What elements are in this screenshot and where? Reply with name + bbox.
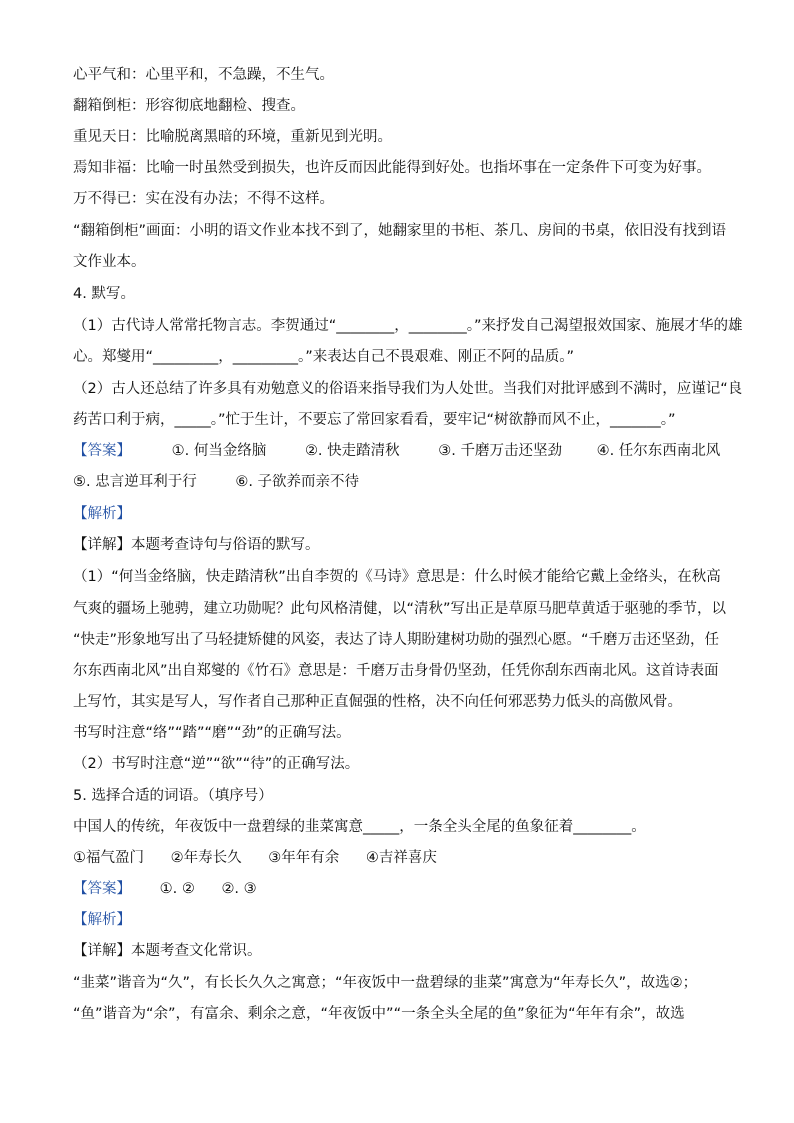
definition-line: 重见天日：比喻脱离黑暗的环境，重新见到光明。: [73, 129, 392, 145]
question-4-part2-line: 药苦口利于病，_____。”忙于生计，不要忘了常回家看看，要牢记“树欲静而风不止，_______。”: [73, 412, 676, 428]
answer-label: 【答案】: [73, 881, 131, 897]
detail-text: 本题考查文化常识。: [131, 943, 262, 959]
analysis-label: 【解析】: [73, 912, 131, 928]
definition-line: 翻箱倒柜：形容彻底地翻检、搜查。: [73, 98, 305, 114]
question-4-title: 4. 默写。: [73, 286, 135, 302]
question-5-stem: 中国人的传统，年夜饭中一盘碧绿的韭菜寓意_____，一条全头全尾的鱼象征着________。: [73, 819, 646, 835]
answer-item: ⑥. 子欲养而亲不待: [235, 474, 360, 490]
explanation-line: 书写时注意“络”“踏”“磨”“劲”的正确写法。: [73, 725, 351, 741]
explanation-line: 上写竹，其实是写人，写作者自己那种正直倔强的性格，决不向任何邪恶势力低头的高傲风骨。: [73, 694, 682, 710]
option-item: ④吉祥喜庆: [365, 850, 437, 866]
option-item: ①福气盈门: [73, 850, 144, 866]
answer-label: 【答案】: [73, 443, 131, 459]
detail-label: 【详解】: [73, 943, 131, 959]
explanation-line: 气爽的疆场上驰骋，建立功勋呢？此句风格清健，以“清秋”写出正是草原马肥草黄适于驱驰的季节，以: [73, 601, 727, 617]
explanation-line: “鱼”谐音为“余”，有富余、剩余之意，“年夜饭中”“一条全头全尾的鱼”象征为“年年有余”，故选: [73, 1006, 685, 1022]
explanation-line: “韭菜”谐音为“久”，有长长久久之寓意；“年夜饭中一盘碧绿的韭菜”寓意为“年寿长久”，故选②；: [73, 975, 698, 991]
analysis-label: 【解析】: [73, 506, 131, 522]
question-4-part1-line: 心。郑燮用“_________，_________。”来表达自己不畏艰难、刚正不阿的品质。”: [73, 349, 575, 365]
definition-line: 焉知非福：比喻一时虽然受到损失，也许反而因此能得到好处。也指坏事在一定条件下可变为好事。: [73, 160, 711, 176]
question-5-options: [73, 849, 437, 867]
answer-item: ①. ②: [159, 881, 195, 897]
answer-row: [73, 880, 257, 898]
definition-line: 心平气和：心里平和，不急躁，不生气。: [73, 67, 334, 83]
answer-item: ②. 快走踏清秋: [304, 443, 400, 459]
question-5-title: 5. 选择合适的词语。（填序号）: [73, 788, 273, 804]
answer-row: [73, 473, 359, 491]
answer-item: ②. ③: [221, 881, 257, 897]
answer-row: [73, 442, 720, 460]
detail-label: 【详解】: [73, 537, 131, 553]
explanation-line: 尔东西南北风”出自郑燮的《竹石》意思是：千磨万击身骨仍坚劲，任凭你刮东西南北风。这首诗表面: [73, 663, 719, 679]
answer-item: ③. 千磨万击还坚劲: [438, 443, 562, 459]
question-4-part1-line: （1）古代诗人常常托物言志。李贺通过“________，________。”来抒发自己渴望报效国家、施展才华的雄: [73, 318, 743, 334]
explanation-line: （1）“何当金络脑，快走踏清秋”出自李贺的《马诗》意思是：什么时候才能给它戴上金络头，在秋高: [73, 569, 721, 585]
option-item: ②年寿长久: [170, 850, 242, 866]
scene-line: “翻箱倒柜”画面：小明的语文作业本找不到了，她翻家里的书柜、茶几、房间的书桌，依旧没有找到语: [73, 223, 727, 239]
answer-item: ④. 任尔东西南北风: [596, 443, 721, 459]
answer-item: ⑤. 忠言逆耳利于行: [73, 474, 197, 490]
question-4-part2-line: （2）古人还总结了许多具有劝勉意义的俗语来指导我们为人处世。当我们对批评感到不满时，应谨记“良: [73, 381, 743, 397]
explanation-line: “快走”形象地写出了马轻捷矫健的风姿，表达了诗人期盼建树功勋的强烈心愿。“千磨万击还坚劲，任: [73, 632, 720, 648]
detail-line: [73, 942, 262, 960]
definition-line: 万不得已：实在没有办法；不得不这样。: [73, 191, 334, 207]
detail-text: 本题考查诗句与俗语的默写。: [131, 537, 320, 553]
scene-line: 文作业本。: [73, 254, 146, 270]
option-item: ③年年有余: [268, 850, 340, 866]
explanation-line: （2）书写时注意“逆”“欲”“待”的正确写法。: [73, 756, 360, 772]
answer-item: ①. 何当金络脑: [171, 443, 267, 459]
detail-line: [73, 536, 320, 554]
